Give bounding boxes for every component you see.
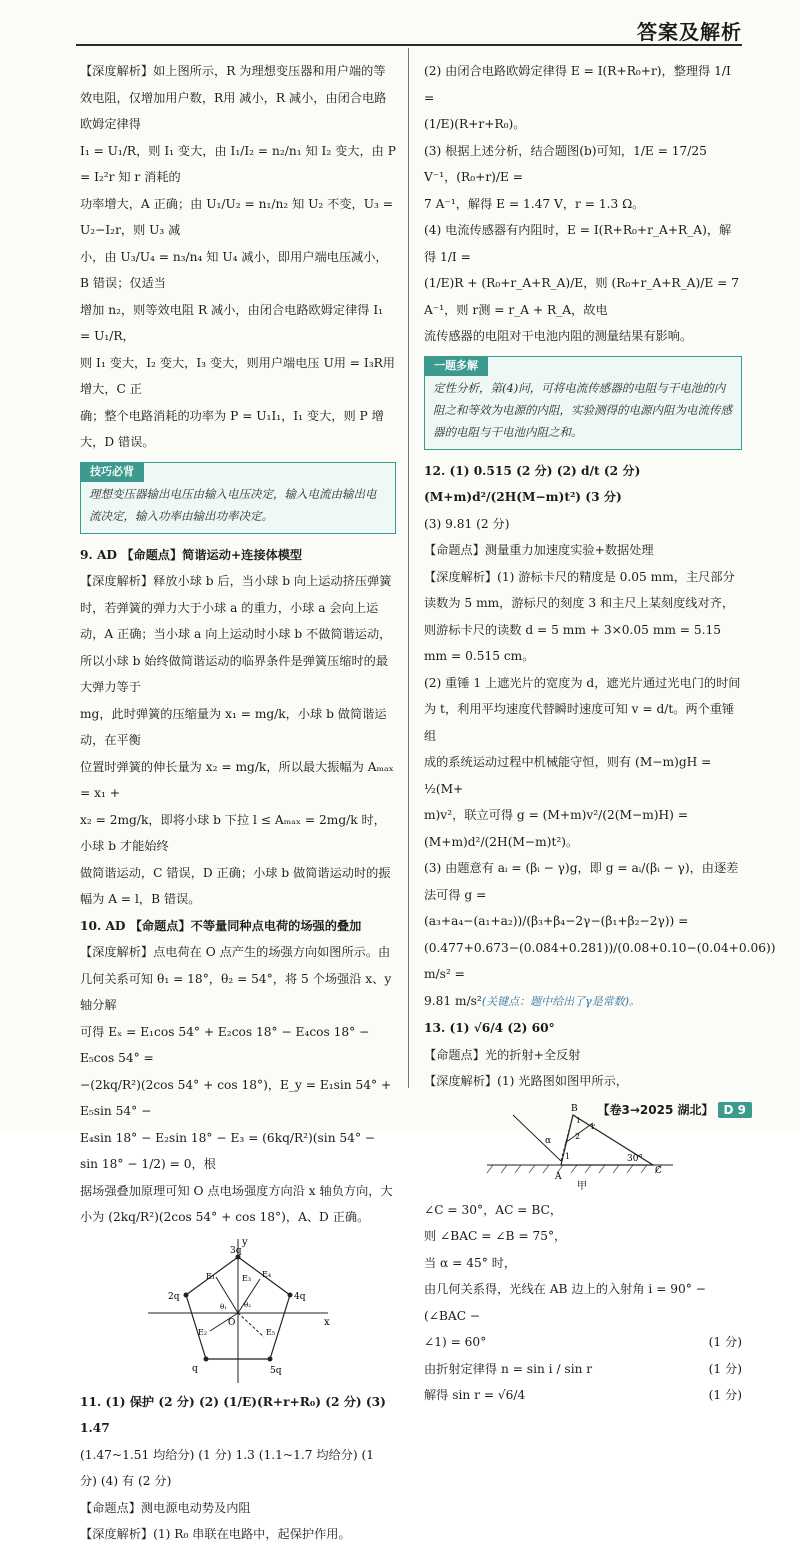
left-line: 【深度解析】如上图所示，R 为理想变压器和用户端的等效电阻，仅增加用户数，R用 减小，R 减小，由闭合电路欧姆定律得 [80,64,387,131]
q12-line: 【深度解析】(1) 游标卡尺的精度是 0.05 mm，主尺部分读数为 5 mm，游标尺的刻度 3 和主尺上某刻度线对齐，则游标卡尺的读数 d = 5 mm + 3×0.05 mm = 5.15 mm = 0.515 cm。 [424,569,735,663]
q13-line: ∠C = 30°，AC = BC， [424,1202,563,1217]
q11-line: 分) (4) 有 (2 分) [80,1474,172,1488]
q9-line: mg，此时弹簧的压缩量为 x₁ = mg/k，小球 b 做简谐运动，在平衡 [80,706,387,747]
q12-line: 为 t，利用平均速度代替瞬时速度可知 v = d/t。两个重锤组 [424,702,735,743]
column-separator [408,48,409,1088]
angle-label: θ₂ [244,1300,252,1309]
q9-line: 【深度解析】释放小球 b 后，当小球 b 向上运动挤压弹簧时，若弹簧的弹力大于小球 a 的重力，小球 a 会向上运动，A 正确；当小球 a 向上运动时小球 b 不做简谐运动，所以小球 b 始终做简谐运动的临界条件是弹簧压缩时的最大弹力等于 [80,574,392,694]
score-note: (1 分) [708,1335,742,1349]
charge-label: q [192,1363,198,1374]
vertex-b-label: B [571,1103,578,1114]
q11-line: (1.47~1.51 均给分) (1 分) 1.3 (1.1~1.7 均给分) (1 [80,1447,375,1462]
charge-label: 2q [168,1291,180,1302]
field-label: E₃ [242,1273,252,1283]
q13-angle-result: ∠1) = 60° [424,1335,487,1349]
q10-line: E₄sin 18° − E₂sin 18° − E₃ = (6kq/R²)(sin 54° − sin 18° − 1/2) = 0，根 [80,1130,376,1171]
left-line: 功率增大，A 正确；由 U₁/U₂ = n₁/n₂ 知 U₂ 不变，U₃ = U₂−I₂r，则 U₃ 减 [80,196,393,237]
right-line: (1/E)R + (R₀+r_A+R_A)/E，则 (R₀+r_A+R_A)/E = 7 A⁻¹，则 r测 = r_A + R_A，故电 [424,276,739,317]
left-line: 小，由 U₃/U₄ = n₃/n₄ 知 U₄ 减小，即用户端电压减小，B 错误；仅适当 [80,249,388,290]
refraction-law: 由折射定律得 n = sin i / sin r [424,1361,593,1376]
sin-r-result: 解得 sin r = √6/4 [424,1388,526,1402]
q12-note: (关键点：题中给出了γ是常数)。 [481,994,640,1008]
angle-1-label: 1 [565,1151,571,1161]
header-rule [76,44,742,46]
q13-line: 则 ∠BAC = ∠B = 75°， [424,1229,567,1243]
tip-box-multi-solution [424,356,742,450]
charge-label: 5q [270,1365,282,1376]
q9-heading: 9. AD 【命题点】简谐运动+连接体模型 [80,547,303,562]
tip-text: 定性分析，第(4)问，可将电流传感器的电阻与干电池的内阻之和等效为电源的内阻，实验测得的电源内阻为电流传感器的电阻与干电池内阻之和。 [433,380,732,439]
page-number: D 9 [718,1102,753,1118]
left-column [80,58,396,1548]
angle-c-label: 30° [627,1153,643,1164]
score-note: (1 分) [708,1361,742,1376]
q12-line: (3) 由题意有 aᵢ = (βᵢ − γ)g，即 g = aᵢ/(βᵢ − γ)，由逐差法可得 g = [424,861,739,902]
origin-label: O [228,1317,236,1328]
q13-line: 由几何关系得，光线在 AB 边上的入射角 i = 90° − (∠BAC − [424,1282,706,1323]
vertex-a-label: A [555,1171,562,1182]
left-line: 则 I₁ 变大，I₂ 变大，I₃ 变大，则用户端电压 U用 = I₃R用 增大，C 正 [80,355,395,396]
q12-line: m)v²，联立可得 g = (M+m)v²/(2(M−m)H) = (M+m)d²/(2H(M−m)t²)。 [424,808,689,849]
q12-line: (a₃+a₄−(a₁+a₂))/(β₃+β₄−2γ−(β₁+β₂−2γ)) = (0.477+0.673−(0.084+0.281))/(0.08+0.10−(0.04+0.06)) m/s² = [424,914,776,981]
q9-line: 位置时弹簧的伸长量为 x₂ = mg/k，所以最大振幅为 Aₘₐₓ = x₁ + [80,759,394,800]
tip-box-skill [80,462,396,534]
q13-line: 【命题点】光的折射+全反射 [424,1047,581,1062]
q9-line: x₂ = 2mg/k，即将小球 b 下拉 l ≤ Aₘₐₓ = 2mg/k 时，小球 b 才能始终 [80,812,386,853]
q13-heading: 13. (1) √6/4 (2) 60° [424,1021,555,1035]
q11-line: 【命题点】测电源电动势及内阻 [80,1500,251,1515]
q10-line: 据场强叠加原理可知 O 点电场强度方向沿 x 轴负方向，大 [80,1183,393,1198]
q12-result-value: 9.81 m/s² [424,993,482,1008]
left-line: 增加 n₂，则等效电阻 R 减小，由闭合电路欧姆定律得 I₁ = U₁/R， [80,302,384,343]
tip-text: 理想变压器输出电压由输入电压决定，输入电流由输出电流决定，输入功率由输出功率决定。 [89,486,377,523]
q10-heading: 10. AD 【命题点】不等量同种点电荷的场强的叠加 [80,918,362,933]
charge-label: 4q [294,1291,306,1302]
right-line: (4) 电流传感器有内阻时，E = I(R+R₀+r_A+R_A)，解得 1/I = [424,223,732,264]
q12-line: 成的系统运动过程中机械能守恒，则有 (M−m)gH = ½(M+ [424,755,712,796]
tip-label: 一题多解 [424,356,488,376]
page-header-title: 答案及解析 [637,20,742,44]
field-label: E₅ [266,1327,276,1337]
angle-2-label: 2 [575,1131,581,1141]
q13-line: 【深度解析】(1) 光路图如图甲所示， [424,1074,628,1088]
right-column [424,58,776,1409]
q12-heading: 12. (1) 0.515 (2 分) (2) d/t (2 分) (M+m)d²/(2H(M−m)t²) (3 分) [424,463,641,504]
q13-line: 当 α = 45° 时， [424,1255,517,1270]
angle-i-label: i [577,1115,580,1125]
angle-r-label: r [591,1121,595,1131]
right-line: (1/E)(R+r+R₀)。 [424,117,526,131]
left-line: 确；整个电路消耗的功率为 P = U₁I₁，I₁ 变大，则 P 增大，D 错误。 [80,408,384,449]
field-label: E₂ [198,1327,208,1337]
q12-line: (3) 9.81 (2 分) [424,516,510,531]
q13-line [424,1329,742,1356]
q10-line: 【深度解析】点电荷在 O 点产生的场强方向如图所示。由几何关系可知 θ₁ = 18°，θ₂ = 54°，将 5 个场强沿 x、y 轴分解 [80,945,392,1012]
right-line: (2) 由闭合电路欧姆定律得 E = I(R+R₀+r)，整理得 1/I = [424,64,731,105]
page-footer [598,1101,752,1118]
figure-caption: 甲 [577,1180,587,1192]
tip-label: 技巧必背 [80,462,144,482]
axis-y-label: y [242,1236,248,1248]
right-line: (3) 根据上述分析，结合题图(b)可知，1/E = 17/25 V⁻¹，(R₀+r)/E = [424,143,707,184]
q11-heading: 11. (1) 保护 (2 分) (2) (1/E)(R+r+R₀) (2 分) (3) 1.47 [80,1394,386,1435]
axis-x-label: x [324,1316,330,1328]
q12-line: 【命题点】测量重力加速度实验+数据处理 [424,543,654,557]
q10-line: −(2kq/R²)(2cos 54° + cos 18°)，E_y = E₁sin 54° + E₅sin 54° − [80,1077,392,1118]
q10-line: 小为 (2kq/R²)(2cos 54° + cos 18°)，A、D 正确。 [80,1210,370,1224]
charge-label: 3q [230,1245,242,1256]
q9-line: 做简谐运动，C 错误，D 正确；小球 b 做简谐运动时的振幅为 A = l，B 错误。 [80,865,391,906]
vertex-c-label: C [655,1165,662,1176]
q12-result [424,988,742,1016]
right-line: 7 A⁻¹，解得 E = 1.47 V，r = 1.3 Ω。 [424,196,645,211]
left-line: I₁ = U₁/R，则 I₁ 变大，由 I₁/I₂ = n₂/n₁ 知 I₂ 变大，由 P = I₂²r 知 r 消耗的 [80,143,396,184]
q10-line: 可得 Eₓ = E₁cos 54° + E₂cos 18° − E₄cos 18° − E₅cos 54° = [80,1024,370,1065]
field-label: E₄ [262,1269,272,1279]
footer-label: 【卷3→2025 湖北】 [597,1103,714,1117]
right-line: 流传感器的电阻对干电池内阻的测量结果有影响。 [424,329,693,343]
alpha-label: α [545,1135,552,1146]
field-label: E₁ [206,1271,216,1281]
q13-line [424,1356,742,1383]
q11-line: 【深度解析】(1) R₀ 串联在电路中，起保护作用。 [80,1527,351,1541]
q13-line [424,1382,742,1409]
q12-line: (2) 重锤 1 上遮光片的宽度为 d，遮光片通过光电门的时间 [424,675,741,690]
score-note: (1 分) [708,1388,742,1402]
angle-label: θ₁ [220,1302,228,1311]
pentagon-field-diagram [138,1235,338,1385]
